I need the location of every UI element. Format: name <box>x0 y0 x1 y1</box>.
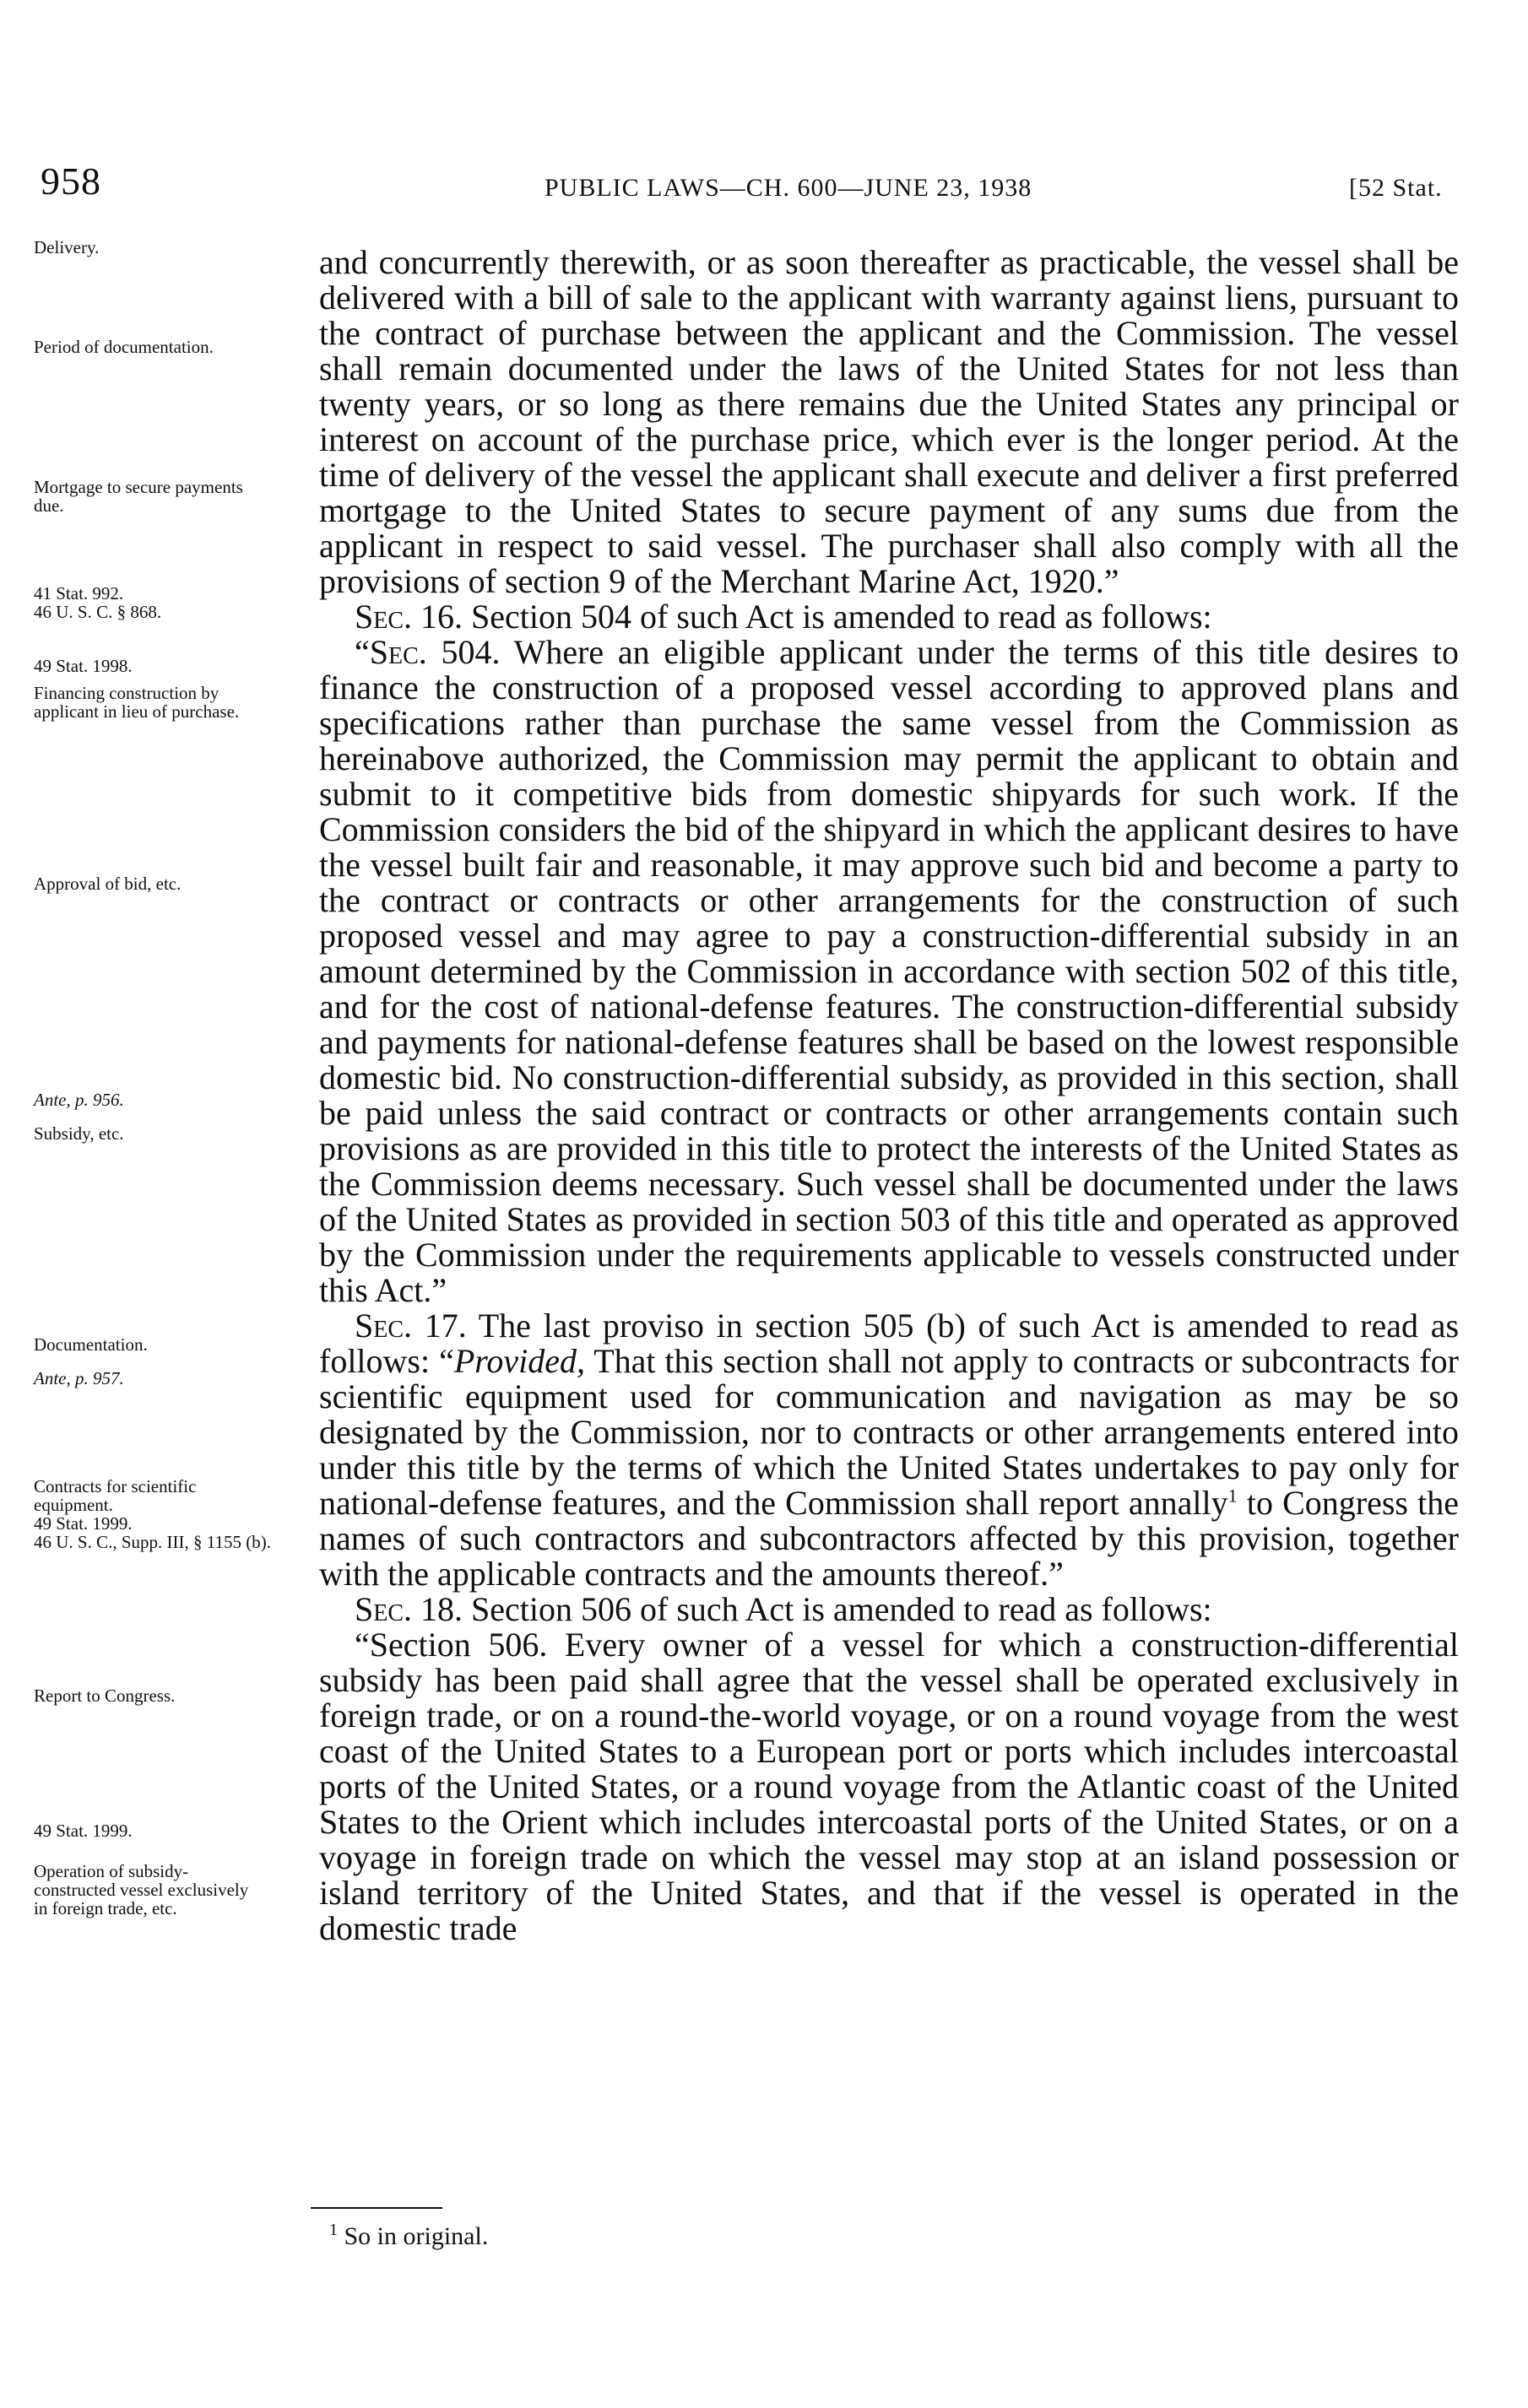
paragraph: “Section 506. Every owner of a vessel for which a construction-differential subsidy has been paid shall agree that the vessel shall be operated exclusively in foreign trade, or on a round-the-world voyage, or on a round voyage from the west coast of the United States to a European port or ports which includes intercoastal ports of the United States, or a round voyage from the Atlantic coast of the United States to the Orient which includes intercoastal ports of the United States, or on a voyage in foreign trade on which the vessel may stop at an island possession or island territory of the United States, and that if the vessel is operated in the domestic trade <box>319 1626 1459 1947</box>
margin-note: Subsidy, etc. <box>34 1123 124 1144</box>
running-head: PUBLIC LAWS—CH. 600—JUNE 23, 1938 <box>545 174 1032 202</box>
section-label: Sec. 18. <box>355 1590 463 1628</box>
margin-note: Contracts for scientific equipment. 49 Stat. 1999. 46 U. S. C., Supp. III, § 1155 (b). <box>34 1476 271 1552</box>
margin-note: Report to Congress. <box>34 1686 176 1706</box>
paragraph-text: That this section shall not apply to contracts or subcontracts for scientific equipment used for communication and navigation as may be so designated by the Commission, nor to contracts or other arrangements entered into under this title by the terms of which the United States undertakes to pay only for national-defense features, and the Commission shall report annally <box>319 1342 1459 1522</box>
paragraph <box>319 1308 1459 1592</box>
margin-note: Approval of bid, etc. <box>34 874 182 894</box>
volume-reference: [52 Stat. <box>1349 174 1443 202</box>
proviso-word: Provided, <box>453 1342 585 1380</box>
footnote-divider <box>311 2207 442 2209</box>
footnote-reference: 1 <box>1227 1485 1238 1507</box>
margin-note: Ante, p. 956. <box>34 1090 124 1110</box>
margin-note: Documentation. <box>34 1334 148 1355</box>
body-text <box>319 245 1459 1946</box>
paragraph-text: The last proviso in section 505 (b) of such Act is amended to read as follows: “ <box>319 1307 1460 1380</box>
margin-note: 49 Stat. 1998. <box>34 656 133 676</box>
paragraph <box>319 599 1459 635</box>
page-number: 958 <box>41 160 101 203</box>
paragraph <box>319 635 1459 1308</box>
paragraph <box>319 1592 1459 1627</box>
margin-note: 49 Stat. 1999. <box>34 1821 133 1841</box>
paragraph: and concurrently therewith, or as soon thereafter as practicable, the vessel shall be delivered with a bill of sale to the applicant with warranty against liens, pursuant to the contract of purchase between the applicant and the Commission. The vessel shall remain documented under the laws of the United States for not less than twenty years, or so long as there remains due the United States any principal or interest on account of the purchase price, which ever is the longer period. At the time of delivery of the vessel the applicant shall execute and deliver a first preferred mortgage to the United States to secure payment of any sums due from the applicant in respect to said vessel. The purchaser shall also comply with all the provisions of section 9 of the Merchant Marine Act, 1920.” <box>319 243 1459 600</box>
paragraph-text: Section 506 of such Act is amended to read as follows: <box>471 1590 1212 1628</box>
margin-notes <box>34 0 312 2408</box>
section-label: “Sec. 504. <box>355 633 501 671</box>
footnote <box>329 2222 488 2251</box>
margin-note: 41 Stat. 992. 46 U. S. C. § 868. <box>34 583 162 622</box>
margin-note: Mortgage to secure payments due. <box>34 477 243 516</box>
paragraph-text: Where an eligible applicant under the terms of this title desires to finance the construction of a proposed vessel according to approved plans and specifications rather than purchase the same vessel from the Commission as hereinabove authorized, the Commission may permit the applicant to obtain and submit to it competitive bids from domestic shipyards for such work. If the Commission considers the bid of the shipyard in which the applicant desires to have the vessel built fair and reasonable, it may approve such bid and become a party to the contract or contracts or other arrangements for the construction of such proposed vessel and may agree to pay a construction-differential subsidy in an amount determined by the Commission in accordance with section 502 of this title, and for the cost of national-defense features. The construction-differential subsidy and payments for national-defense features shall be based on the lowest responsible domestic bid. No construction-differential subsidy, as provided in this section, shall be paid unless the said contract or contracts or other arrangements contain such provisions as are provided in this title to protect the interests of the United States as the Commission deems necessary. Such vessel shall be documented under the laws of the United States as provided in section 503 of this title and operated as approved by the Commission under the requirements applicable to vessels constructed under this Act.” <box>319 633 1460 1309</box>
section-label: Sec. 16. <box>355 598 463 636</box>
margin-note: Financing construction by applicant in lieu of purchase. <box>34 683 240 722</box>
footnote-marker: 1 <box>329 2221 338 2239</box>
section-label: Sec. 17. <box>355 1307 467 1345</box>
margin-note: Ante, p. 957. <box>34 1368 124 1388</box>
margin-note: Delivery. <box>34 237 100 257</box>
margin-note: Operation of subsidy-constructed vessel exclusively in foreign trade, etc. <box>34 1861 249 1918</box>
footnote-text: So in original. <box>344 2222 489 2250</box>
margin-note: Period of documentation. <box>34 337 214 357</box>
paragraph-text: to Congress the names of such contractors and subcontractors affected by this provision, together with the applicable contracts and the amounts thereof.” <box>319 1484 1460 1593</box>
paragraph-text: Section 504 of such Act is amended to read as follows: <box>471 598 1212 636</box>
